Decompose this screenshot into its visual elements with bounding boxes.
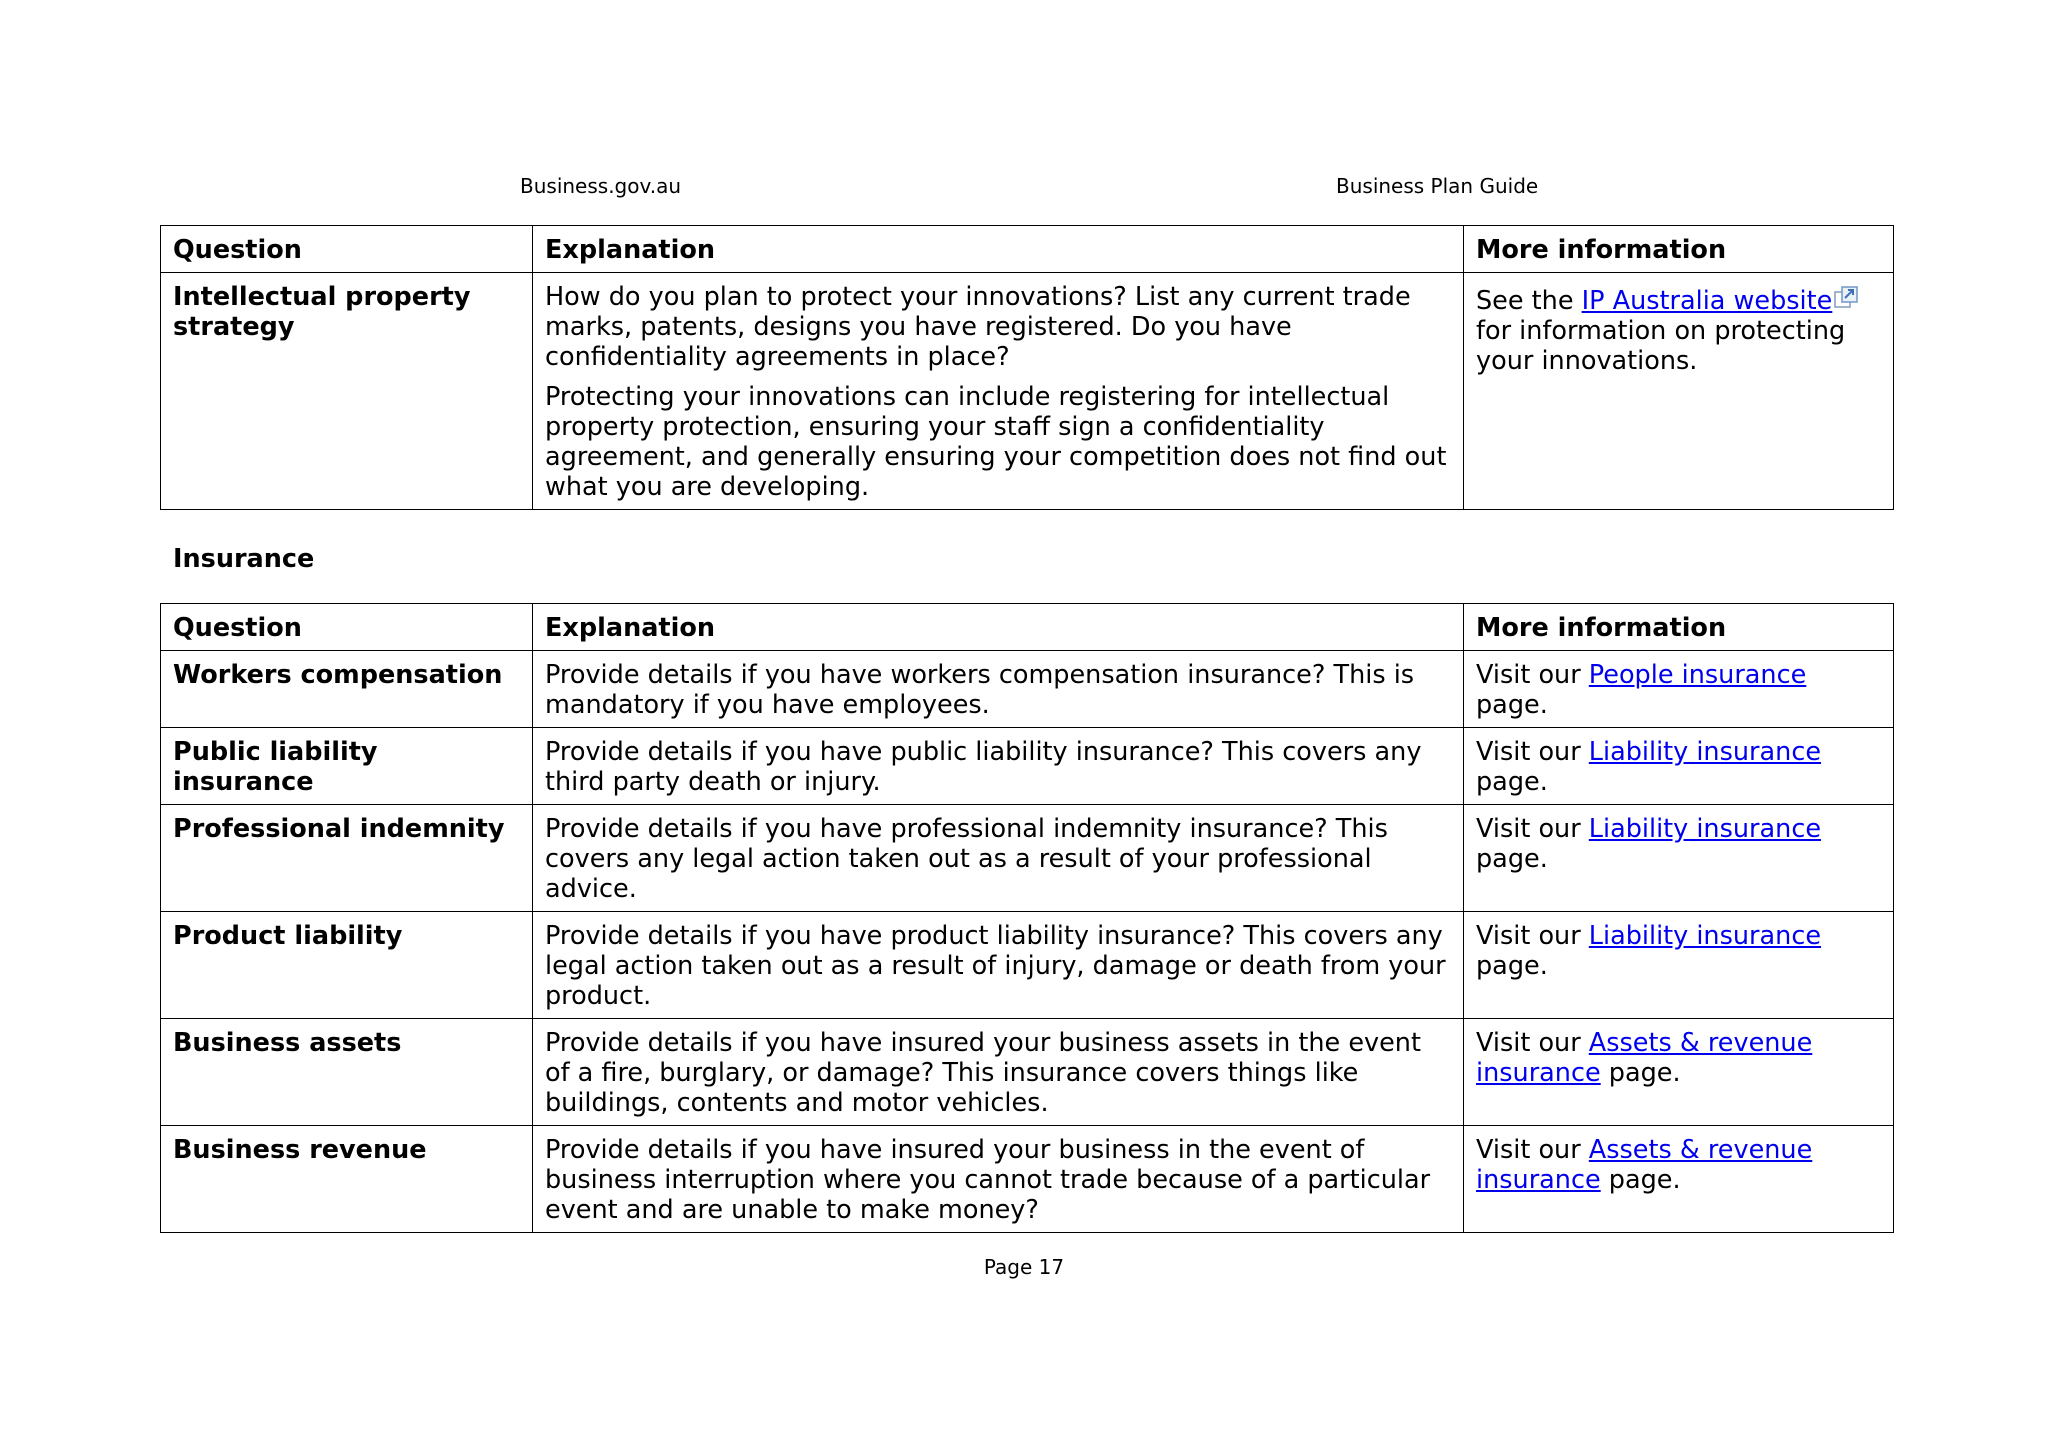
explanation-cell <box>533 273 1464 510</box>
info-prefix: Visit our <box>1476 1028 1589 1058</box>
table-row <box>161 1019 1894 1126</box>
column-header-explanation: Explanation <box>533 604 1464 651</box>
more-info-cell <box>1464 1019 1894 1126</box>
explanation-cell: Provide details if you have insured your business assets in the event of a fire, burglary, or damage? This insurance covers things like buildings, contents and motor vehicles. <box>533 1019 1464 1126</box>
question-cell: Product liability <box>161 912 533 1019</box>
page-header <box>0 174 2048 200</box>
more-info-cell <box>1464 1126 1894 1233</box>
assets-revenue-insurance-link[interactable]: Assets & revenue insurance <box>1476 1028 1813 1088</box>
info-prefix: See the <box>1476 286 1582 316</box>
more-info-cell <box>1464 728 1894 805</box>
explanation-cell: Provide details if you have professional indemnity insurance? This covers any legal action taken out as a result of your professional advice. <box>533 805 1464 912</box>
more-info-cell <box>1464 651 1894 728</box>
liability-insurance-link[interactable]: Liability insurance <box>1588 737 1822 767</box>
ip-australia-website-link[interactable]: IP Australia website <box>1581 286 1833 316</box>
more-info-cell <box>1464 912 1894 1019</box>
header-document-title: Business Plan Guide <box>1336 174 1539 198</box>
header-site-name: Business.gov.au <box>520 174 682 198</box>
info-prefix: Visit our <box>1476 921 1589 951</box>
question-cell: Business assets <box>161 1019 533 1126</box>
table-row <box>161 651 1894 728</box>
table-row <box>161 1126 1894 1233</box>
explanation-paragraph: Protecting your innovations can include registering for intellectual property protection, ensuring your staff sign a confidentiality agreement, and generally ensuring your competition does not find out what you are developing. <box>545 382 1447 502</box>
external-link-icon[interactable] <box>1833 285 1861 311</box>
ip-strategy-table <box>160 225 1894 510</box>
more-info-cell <box>1464 273 1894 510</box>
question-cell: Public liability insurance <box>161 728 533 805</box>
page-number: Page 17 <box>983 1255 1065 1279</box>
liability-insurance-link[interactable]: Liability insurance <box>1588 814 1822 844</box>
table-row <box>161 912 1894 1019</box>
section-heading-insurance: Insurance <box>173 544 315 574</box>
info-suffix: page. <box>1476 690 1548 720</box>
table-row <box>161 273 1894 510</box>
info-prefix: Visit our <box>1476 660 1589 690</box>
column-header-more-information: More information <box>1464 226 1894 273</box>
column-header-more-information: More information <box>1464 604 1894 651</box>
insurance-table <box>160 603 1894 1233</box>
info-suffix: page. <box>1600 1165 1681 1195</box>
info-suffix: page. <box>1476 844 1548 874</box>
info-suffix: page. <box>1476 767 1548 797</box>
explanation-cell: Provide details if you have workers compensation insurance? This is mandatory if you have employees. <box>533 651 1464 728</box>
table-row <box>161 805 1894 912</box>
liability-insurance-link[interactable]: Liability insurance <box>1588 921 1822 951</box>
explanation-cell: Provide details if you have product liability insurance? This covers any legal action taken out as a result of injury, damage or death from your product. <box>533 912 1464 1019</box>
people-insurance-link[interactable]: People insurance <box>1588 660 1807 690</box>
info-prefix: Visit our <box>1476 814 1589 844</box>
info-prefix: Visit our <box>1476 1135 1589 1165</box>
column-header-question: Question <box>161 604 533 651</box>
info-prefix: Visit our <box>1476 737 1589 767</box>
more-info-cell <box>1464 805 1894 912</box>
question-cell: Intellectual property strategy <box>161 273 533 510</box>
table-row <box>161 728 1894 805</box>
question-cell: Business revenue <box>161 1126 533 1233</box>
info-suffix: for information on protecting your innovations. <box>1476 316 1846 376</box>
table-header-row <box>161 226 1894 273</box>
table-header-row <box>161 604 1894 651</box>
question-cell: Professional indemnity <box>161 805 533 912</box>
explanation-paragraph: How do you plan to protect your innovations? List any current trade marks, patents, designs you have registered. Do you have confidentiality agreements in place? <box>545 282 1411 372</box>
explanation-cell: Provide details if you have public liability insurance? This covers any third party death or injury. <box>533 728 1464 805</box>
assets-revenue-insurance-link[interactable]: Assets & revenue insurance <box>1476 1135 1813 1195</box>
info-suffix: page. <box>1476 951 1548 981</box>
column-header-explanation: Explanation <box>533 226 1464 273</box>
question-cell: Workers compensation <box>161 651 533 728</box>
column-header-question: Question <box>161 226 533 273</box>
info-suffix: page. <box>1600 1058 1681 1088</box>
explanation-cell: Provide details if you have insured your business in the event of business interruption where you cannot trade because of a particular event and are unable to make money? <box>533 1126 1464 1233</box>
